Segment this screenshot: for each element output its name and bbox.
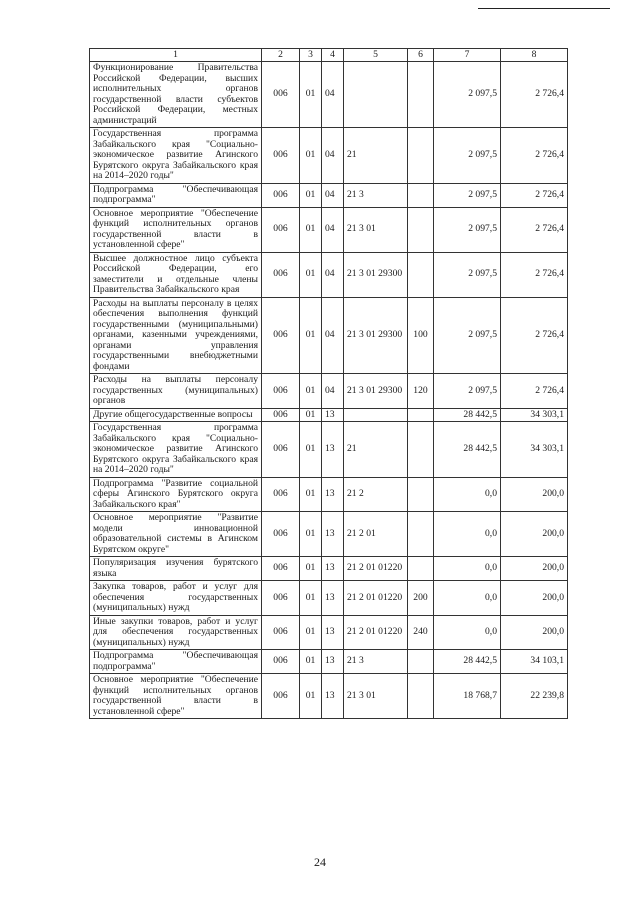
row-col8-cell: 2 726,4 [501,297,568,374]
row-col5-cell: 21 [344,422,408,478]
row-col3-cell: 01 [300,252,322,297]
row-col4-cell: 13 [322,615,344,650]
row-col7-cell: 2 097,5 [434,183,501,207]
row-col3-cell: 01 [300,183,322,207]
header-col-6: 6 [408,49,434,62]
row-name-cell: Функционирование Правительства Российской Федерации, высших исполнительных органов государственной власти субъектов Российской Федерации, местных администраций [90,62,262,128]
row-col2-cell: 006 [262,62,300,128]
budget-table [89,48,568,719]
row-col5-cell: 21 3 01 [344,207,408,252]
header-col-1: 1 [90,49,262,62]
row-name-cell: Государственная программа Забайкальского края "Социально-экономическое развитие Агинского Бурятского округа Забайкальского края на 2014–2020 годы" [90,422,262,478]
row-col2-cell: 006 [262,650,300,674]
row-col6-cell: 120 [408,374,434,409]
page-number: 24 [314,855,326,869]
row-col2-cell: 006 [262,581,300,616]
row-col6-cell: 100 [408,297,434,374]
row-col3-cell: 01 [300,557,322,581]
header-row [90,49,568,62]
row-col4-cell: 04 [322,62,344,128]
row-col7-cell: 2 097,5 [434,297,501,374]
table-row [90,297,568,374]
row-col7-cell: 28 442,5 [434,650,501,674]
row-col4-cell: 04 [322,183,344,207]
row-col8-cell: 200,0 [501,557,568,581]
row-col6-cell [408,674,434,719]
table-row [90,674,568,719]
row-col5-cell: 21 2 01 01220 [344,581,408,616]
row-col6-cell [408,252,434,297]
header-col-4: 4 [322,49,344,62]
row-name-cell: Подпрограмма "Обеспечивающая подпрограмма" [90,650,262,674]
row-col5-cell: 21 [344,128,408,184]
table-row [90,252,568,297]
table-row [90,128,568,184]
table-row [90,422,568,478]
row-col5-cell: 21 2 01 01220 [344,615,408,650]
row-col5-cell: 21 3 01 [344,674,408,719]
row-name-cell: Популяризация изучения бурятского языка [90,557,262,581]
row-col5-cell: 21 2 [344,477,408,512]
row-col8-cell: 2 726,4 [501,252,568,297]
row-col3-cell: 01 [300,615,322,650]
table-row [90,512,568,557]
row-col6-cell: 200 [408,581,434,616]
row-col4-cell: 13 [322,408,344,422]
table-row [90,477,568,512]
row-col4-cell: 13 [322,674,344,719]
row-col3-cell: 01 [300,512,322,557]
table-row [90,207,568,252]
row-col7-cell: 2 097,5 [434,207,501,252]
row-col3-cell: 01 [300,297,322,374]
row-col4-cell: 13 [322,477,344,512]
table-row [90,374,568,409]
row-col6-cell [408,408,434,422]
row-col8-cell: 2 726,4 [501,207,568,252]
row-col5-cell: 21 3 01 29300 [344,374,408,409]
row-col7-cell: 0,0 [434,615,501,650]
table-row [90,650,568,674]
row-col5-cell: 21 3 01 29300 [344,252,408,297]
table-row [90,62,568,128]
row-col5-cell: 21 2 01 [344,512,408,557]
row-col4-cell: 13 [322,422,344,478]
row-col3-cell: 01 [300,207,322,252]
row-col6-cell [408,207,434,252]
row-col5-cell: 21 3 [344,650,408,674]
row-name-cell: Основное мероприятие "Обеспечение функций исполнительных органов государственной власти в установленной сфере" [90,674,262,719]
row-name-cell: Подпрограмма "Развитие социальной сферы Агинского Бурятского округа Забайкальского края" [90,477,262,512]
row-col2-cell: 006 [262,512,300,557]
row-col6-cell [408,512,434,557]
row-name-cell: Основное мероприятие "Развитие модели инновационной образовательной системы в Агинском Бурятском округе" [90,512,262,557]
row-name-cell: Подпрограмма "Обеспечивающая подпрограмма" [90,183,262,207]
row-col8-cell: 200,0 [501,477,568,512]
row-col6-cell [408,477,434,512]
row-col2-cell: 006 [262,422,300,478]
row-col8-cell: 2 726,4 [501,183,568,207]
table-body [90,62,568,719]
row-col7-cell: 0,0 [434,581,501,616]
row-col8-cell: 2 726,4 [501,374,568,409]
row-name-cell: Расходы на выплаты персоналу государственных (муниципальных) органов [90,374,262,409]
table-row [90,408,568,422]
row-col8-cell: 34 303,1 [501,422,568,478]
row-col8-cell: 34 303,1 [501,408,568,422]
table-row [90,581,568,616]
row-col3-cell: 01 [300,650,322,674]
row-col6-cell [408,422,434,478]
row-col7-cell: 2 097,5 [434,62,501,128]
row-col2-cell: 006 [262,128,300,184]
row-name-cell: Основное мероприятие "Обеспечение функций исполнительных органов государственной власти в установленной сфере" [90,207,262,252]
header-col-8: 8 [501,49,568,62]
row-col6-cell [408,183,434,207]
header-col-2: 2 [262,49,300,62]
row-col7-cell: 28 442,5 [434,408,501,422]
table-row [90,557,568,581]
header-col-7: 7 [434,49,501,62]
row-col3-cell: 01 [300,477,322,512]
row-name-cell: Государственная программа Забайкальского края "Социально-экономическое развитие Агинского Бурятского округа Забайкальского края на 2014–2020 годы" [90,128,262,184]
row-col4-cell: 13 [322,512,344,557]
row-col6-cell [408,62,434,128]
row-name-cell: Высшее должностное лицо субъекта Российской Федерации, его заместители и отдельные члены Правительства Забайкальского края [90,252,262,297]
row-col2-cell: 006 [262,557,300,581]
top-rule [478,8,610,9]
table-row [90,615,568,650]
row-col8-cell: 200,0 [501,512,568,557]
row-col8-cell: 34 103,1 [501,650,568,674]
row-col2-cell: 006 [262,207,300,252]
row-col6-cell [408,128,434,184]
row-col7-cell: 2 097,5 [434,252,501,297]
row-col3-cell: 01 [300,422,322,478]
row-col6-cell: 240 [408,615,434,650]
row-col7-cell: 28 442,5 [434,422,501,478]
row-col5-cell: 21 3 [344,183,408,207]
row-name-cell: Расходы на выплаты персоналу в целях обеспечения выполнения функций государственными (муниципальными) органами, казенными учреждениями, органами управления государственными внебюджетными фондами [90,297,262,374]
row-col5-cell [344,62,408,128]
row-col2-cell: 006 [262,374,300,409]
row-col8-cell: 2 726,4 [501,128,568,184]
row-col2-cell: 006 [262,408,300,422]
row-col8-cell: 200,0 [501,581,568,616]
row-col4-cell: 04 [322,128,344,184]
row-name-cell: Закупка товаров, работ и услуг для обеспечения государственных (муниципальных) нужд [90,581,262,616]
row-col2-cell: 006 [262,477,300,512]
row-name-cell: Другие общегосударственные вопросы [90,408,262,422]
row-col5-cell: 21 3 01 29300 [344,297,408,374]
row-col8-cell: 200,0 [501,615,568,650]
header-col-3: 3 [300,49,322,62]
row-col4-cell: 04 [322,374,344,409]
row-col2-cell: 006 [262,674,300,719]
row-col3-cell: 01 [300,128,322,184]
row-col6-cell [408,650,434,674]
row-col7-cell: 18 768,7 [434,674,501,719]
row-col4-cell: 13 [322,650,344,674]
row-col8-cell: 2 726,4 [501,62,568,128]
row-col3-cell: 01 [300,374,322,409]
row-col7-cell: 2 097,5 [434,128,501,184]
row-col7-cell: 0,0 [434,512,501,557]
row-col3-cell: 01 [300,408,322,422]
row-col2-cell: 006 [262,615,300,650]
row-col6-cell [408,557,434,581]
row-col7-cell: 0,0 [434,477,501,512]
row-col5-cell: 21 2 01 01220 [344,557,408,581]
row-col7-cell: 2 097,5 [434,374,501,409]
row-col4-cell: 13 [322,581,344,616]
row-col5-cell [344,408,408,422]
row-col2-cell: 006 [262,252,300,297]
row-col3-cell: 01 [300,62,322,128]
row-col2-cell: 006 [262,183,300,207]
row-col7-cell: 0,0 [434,557,501,581]
header-col-5: 5 [344,49,408,62]
row-col4-cell: 13 [322,557,344,581]
row-name-cell: Иные закупки товаров, работ и услуг для обеспечения государственных (муниципальных) нужд [90,615,262,650]
row-col8-cell: 22 239,8 [501,674,568,719]
row-col4-cell: 04 [322,297,344,374]
row-col4-cell: 04 [322,207,344,252]
row-col3-cell: 01 [300,674,322,719]
row-col3-cell: 01 [300,581,322,616]
row-col4-cell: 04 [322,252,344,297]
table-row [90,183,568,207]
row-col2-cell: 006 [262,297,300,374]
